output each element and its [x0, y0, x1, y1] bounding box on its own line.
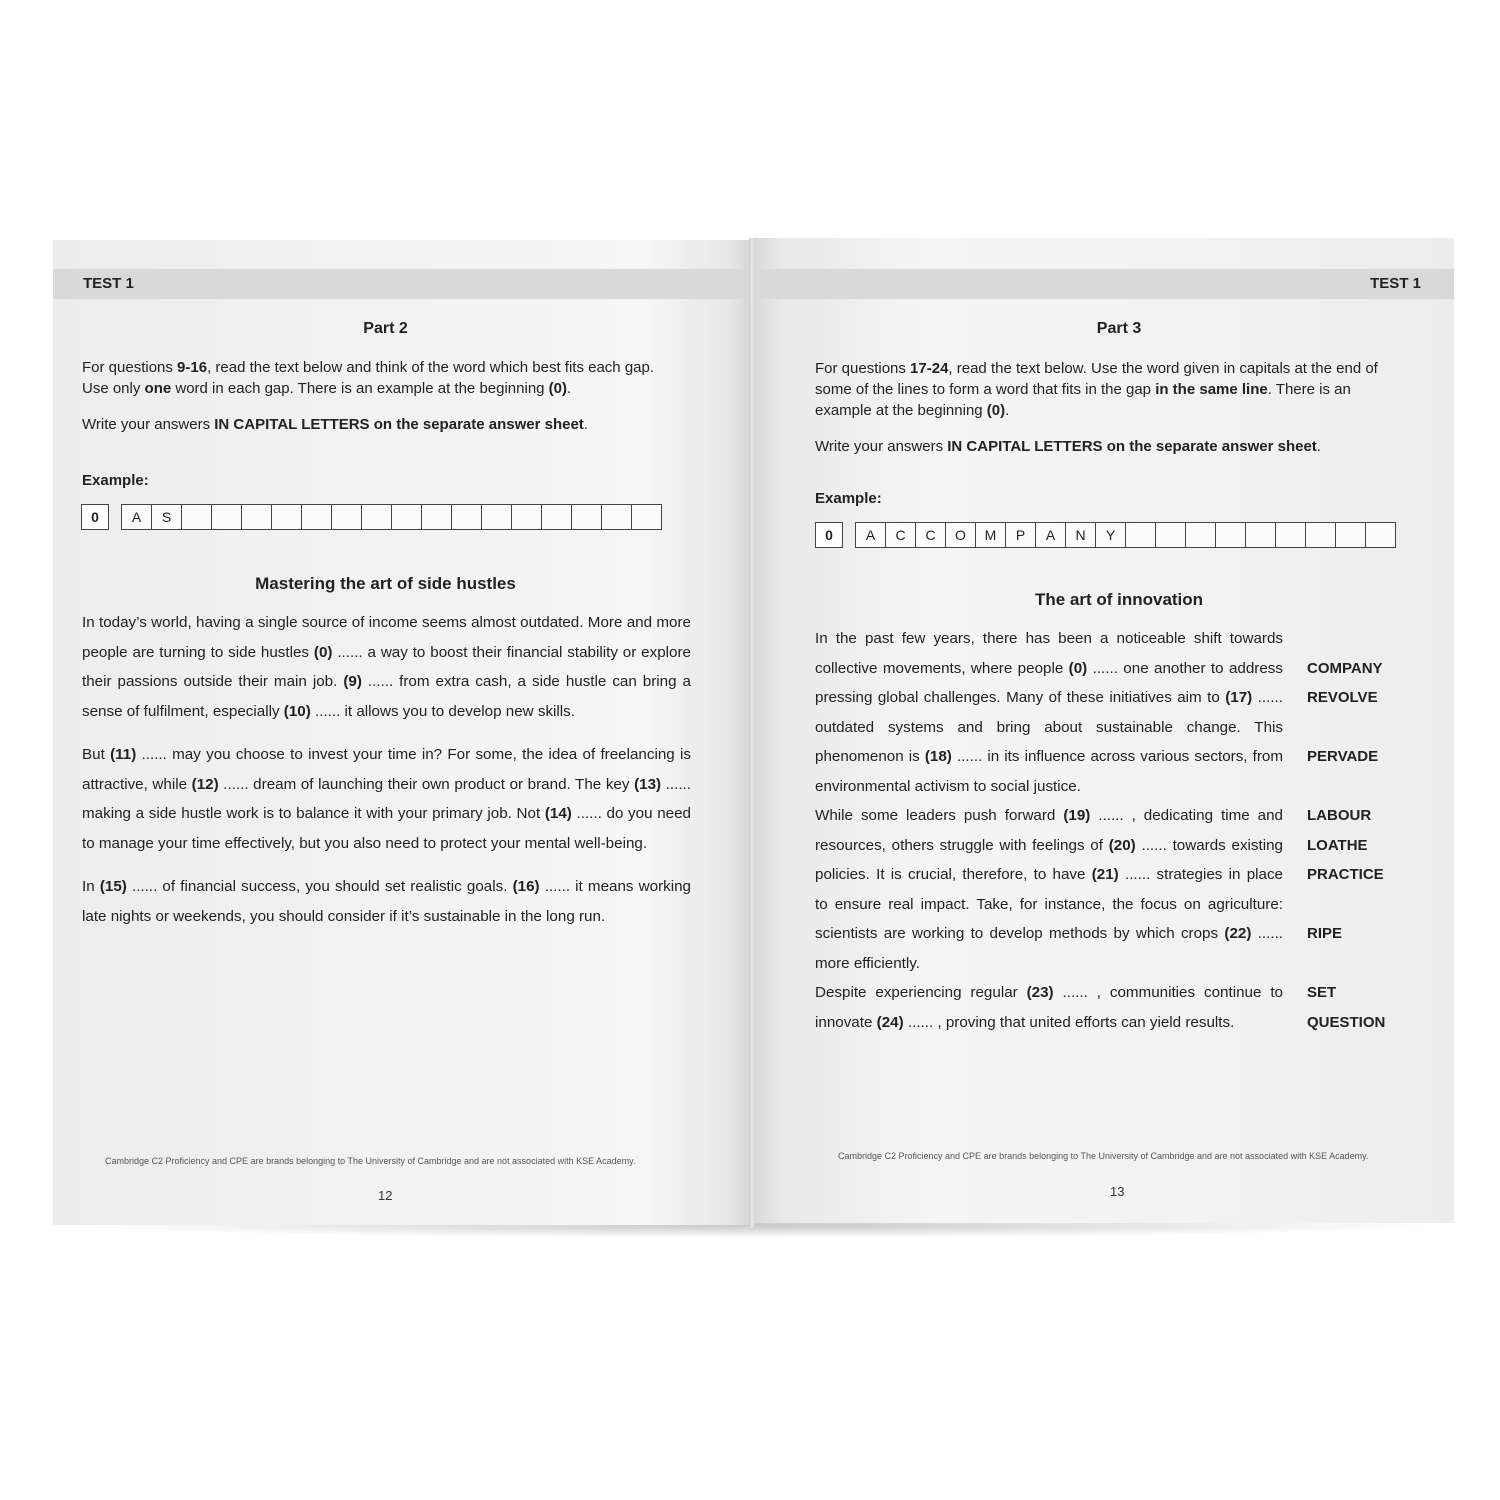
text-line: Despite experiencing regular (23) ...... , communities continue to: [815, 984, 1283, 1001]
letter-cell: [1246, 522, 1276, 548]
stem-word: LABOUR: [1307, 807, 1372, 824]
letter-cell: [1366, 522, 1396, 548]
example-number-box: 0: [815, 522, 843, 548]
letter-cell: P: [1006, 522, 1036, 548]
instructions: For questions 17-24, read the text below. Use the word given in capitals at the end of some of the lines to form a word that fits in the gap in the same line. There is an example at the beginning (0).: [815, 360, 1378, 419]
header-label: TEST 1: [83, 275, 134, 292]
text-line: environmental activism to social justice.: [815, 777, 1081, 795]
text-line: While some leaders push forward (19) ...... , dedicating time and: [815, 807, 1283, 824]
text-line: more efficiently.: [815, 954, 920, 972]
text-line: innovate (24) ...... , proving that united efforts can yield results.: [815, 1013, 1235, 1031]
example-letter-cells: [121, 504, 662, 530]
stem-word: PRACTICE: [1307, 866, 1384, 883]
footer-disclaimer: Cambridge C2 Proficiency and CPE are brands belonging to The University of Cambridge and are not associated with KSE Academy.: [838, 1151, 1369, 1161]
text-line: scientists are working to develop methods by which crops (22) ......: [815, 925, 1284, 942]
part-title: Part 2: [363, 320, 408, 337]
right-page: [754, 238, 1454, 1223]
text-title: Mastering the art of side hustles: [255, 574, 516, 593]
letter-cell: [452, 504, 482, 530]
answer-instructions: Write your answers IN CAPITAL LETTERS on the separate answer sheet.: [82, 416, 588, 433]
page-header: [754, 269, 1454, 299]
stem-word: PERVADE: [1307, 748, 1379, 765]
letter-cell: [1156, 522, 1186, 548]
letter-cell: [242, 504, 272, 530]
letter-cell: C: [886, 522, 916, 548]
page-number: 12: [378, 1188, 393, 1203]
text-line: pressing global challenges. Many of these initiatives aim to (17) ......: [815, 689, 1283, 706]
letter-cell: [272, 504, 302, 530]
letter-cell: [632, 504, 662, 530]
answer-instructions: Write your answers IN CAPITAL LETTERS on the separate answer sheet.: [815, 438, 1321, 455]
example-label: Example:: [82, 472, 149, 489]
example-letter-cells: [855, 522, 1396, 548]
letter-cell: [602, 504, 632, 530]
paragraph-1: In today’s world, having a single source of income seems almost outdated. More and more people are turning to side hustles (0) ...... a way to boost their financial stability or explore their passions outside their main job. (9) ...... from extra cash, a side hustle can bring a sense of fulfilment, especially (10) ...... it allows you to develop new skills.: [82, 614, 691, 720]
example-answer-boxes: [815, 522, 1396, 548]
text-line: phenomenon is (18) ...... in its influence across various sectors, from: [815, 748, 1283, 765]
letter-cell: [1186, 522, 1216, 548]
part-title: Part 3: [1096, 320, 1142, 337]
footer-disclaimer: Cambridge C2 Proficiency and CPE are brands belonging to The University of Cambridge and are not associated with KSE Academy.: [105, 1156, 636, 1166]
letter-cell: O: [946, 522, 976, 548]
letter-cell: M: [976, 522, 1006, 548]
letter-cell: [1216, 522, 1246, 548]
stem-word: REVOLVE: [1307, 689, 1378, 706]
letter-cell: [332, 504, 362, 530]
paragraph-2: But (11) ...... may you choose to invest your time in? For some, the idea of freelancing is attractive, while (12) ...... dream of launching their own product or brand. The key (13) ...... making a side hustle work is to balance it with your primary job. Not (14) ...... do you need to manage your time effectively, but you also need to protect your mental well-being.: [82, 746, 691, 852]
page-number: 13: [1110, 1184, 1125, 1199]
letter-cell: [1126, 522, 1156, 548]
page-header: [53, 269, 750, 299]
letter-cell: [302, 504, 332, 530]
article-body: [82, 608, 691, 945]
example-answer-boxes: [81, 504, 662, 530]
letter-cell: [482, 504, 512, 530]
text-title: The art of innovation: [1034, 590, 1204, 609]
example-label: Example:: [815, 490, 882, 507]
header-label: TEST 1: [1370, 275, 1421, 292]
text-line: to ensure real impact. Take, for instance, the focus on agriculture:: [815, 895, 1283, 913]
letter-cell: [422, 504, 452, 530]
letter-cell: A: [122, 504, 152, 530]
text-line: outdated systems and bring about sustainable change. This: [815, 718, 1283, 736]
letter-cell: S: [152, 504, 182, 530]
text-line: resources, others struggle with feelings of (20) ...... towards existing: [815, 836, 1283, 854]
letter-cell: [362, 504, 392, 530]
letter-cell: [542, 504, 572, 530]
instructions: For questions 9-16, read the text below and think of the word which best fits each gap. Use only one word in each gap. There is an example at the beginning (0).: [82, 359, 655, 397]
text-line: collective movements, where people (0) ...... one another to address: [815, 659, 1283, 677]
text-line: policies. It is crucial, therefore, to have (21) ...... strategies in place: [815, 866, 1284, 883]
letter-cell: Y: [1096, 522, 1126, 548]
stem-word: LOATHE: [1307, 836, 1368, 854]
text-line: In the past few years, there has been a noticeable shift towards: [815, 630, 1283, 647]
letter-cell: [1336, 522, 1366, 548]
left-page: [53, 240, 750, 1225]
paragraph-3: In (15) ...... of financial success, you should set realistic goals. (16) ...... it means working late nights or weekends, you should consider if it’s sustainable in the long run.: [82, 878, 691, 925]
letter-cell: [392, 504, 422, 530]
letter-cell: [212, 504, 242, 530]
letter-cell: [1276, 522, 1306, 548]
letter-cell: [512, 504, 542, 530]
stem-word: SET: [1307, 984, 1337, 1001]
stem-word: COMPANY: [1307, 659, 1383, 677]
letter-cell: [572, 504, 602, 530]
letter-cell: [1306, 522, 1336, 548]
letter-cell: A: [1036, 522, 1066, 548]
letter-cell: C: [916, 522, 946, 548]
stem-word: QUESTION: [1307, 1013, 1386, 1031]
letter-cell: A: [856, 522, 886, 548]
letter-cell: [182, 504, 212, 530]
letter-cell: N: [1066, 522, 1096, 548]
stem-word: RIPE: [1307, 925, 1343, 942]
example-number-box: 0: [81, 504, 109, 530]
